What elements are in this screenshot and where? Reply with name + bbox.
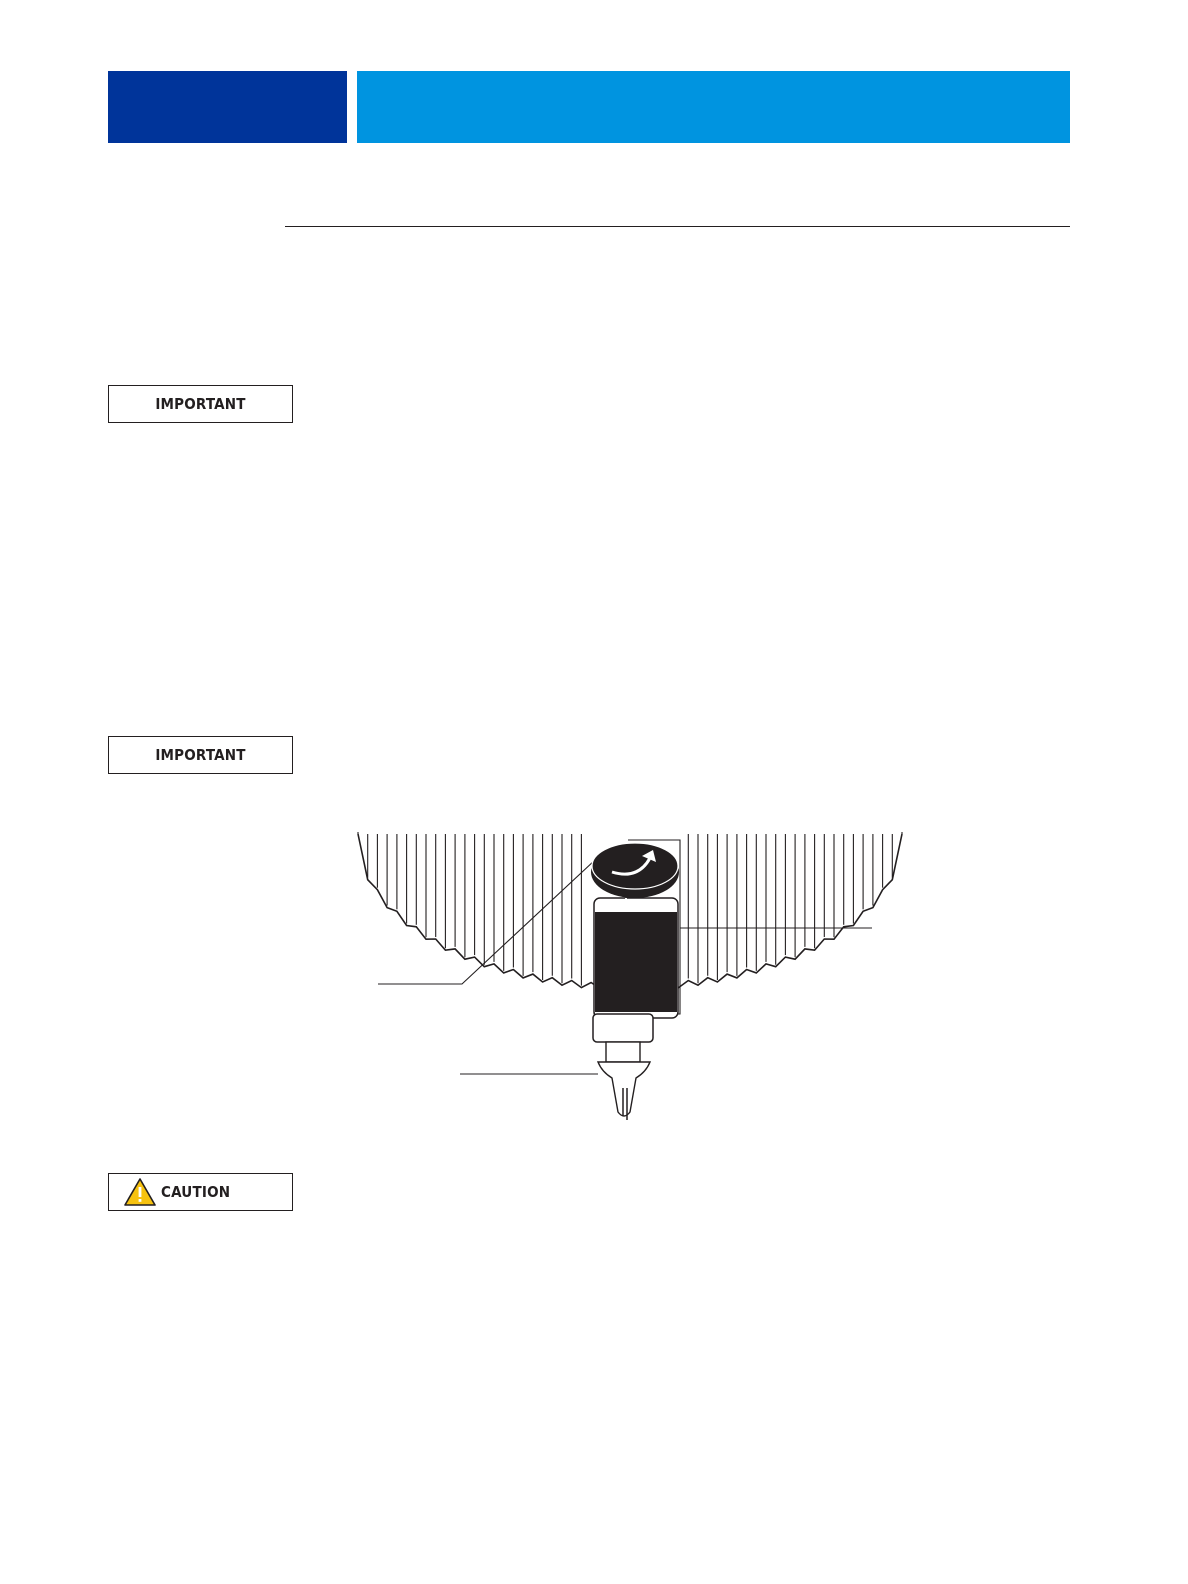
- important-label-text: IMPORTANT: [155, 395, 246, 413]
- important-label-2: [108, 736, 293, 774]
- warning-triangle-icon: [123, 1177, 157, 1207]
- fastener-neck: [606, 1042, 640, 1062]
- fastener-pin-tip: [598, 1062, 650, 1116]
- header-band-left: [108, 71, 347, 143]
- title-rule: [285, 226, 1070, 227]
- fastener-sleeve: [595, 912, 677, 1012]
- fastener-cap-top: [592, 843, 678, 889]
- caution-label: [108, 1173, 293, 1211]
- fastener-collar: [593, 1014, 653, 1042]
- header-band-right: [357, 71, 1070, 143]
- heatsink-fastener-illustration: [350, 828, 910, 1128]
- important-label-1: [108, 385, 293, 423]
- caution-label-text: CAUTION: [161, 1183, 231, 1201]
- important-label-text: IMPORTANT: [155, 746, 246, 764]
